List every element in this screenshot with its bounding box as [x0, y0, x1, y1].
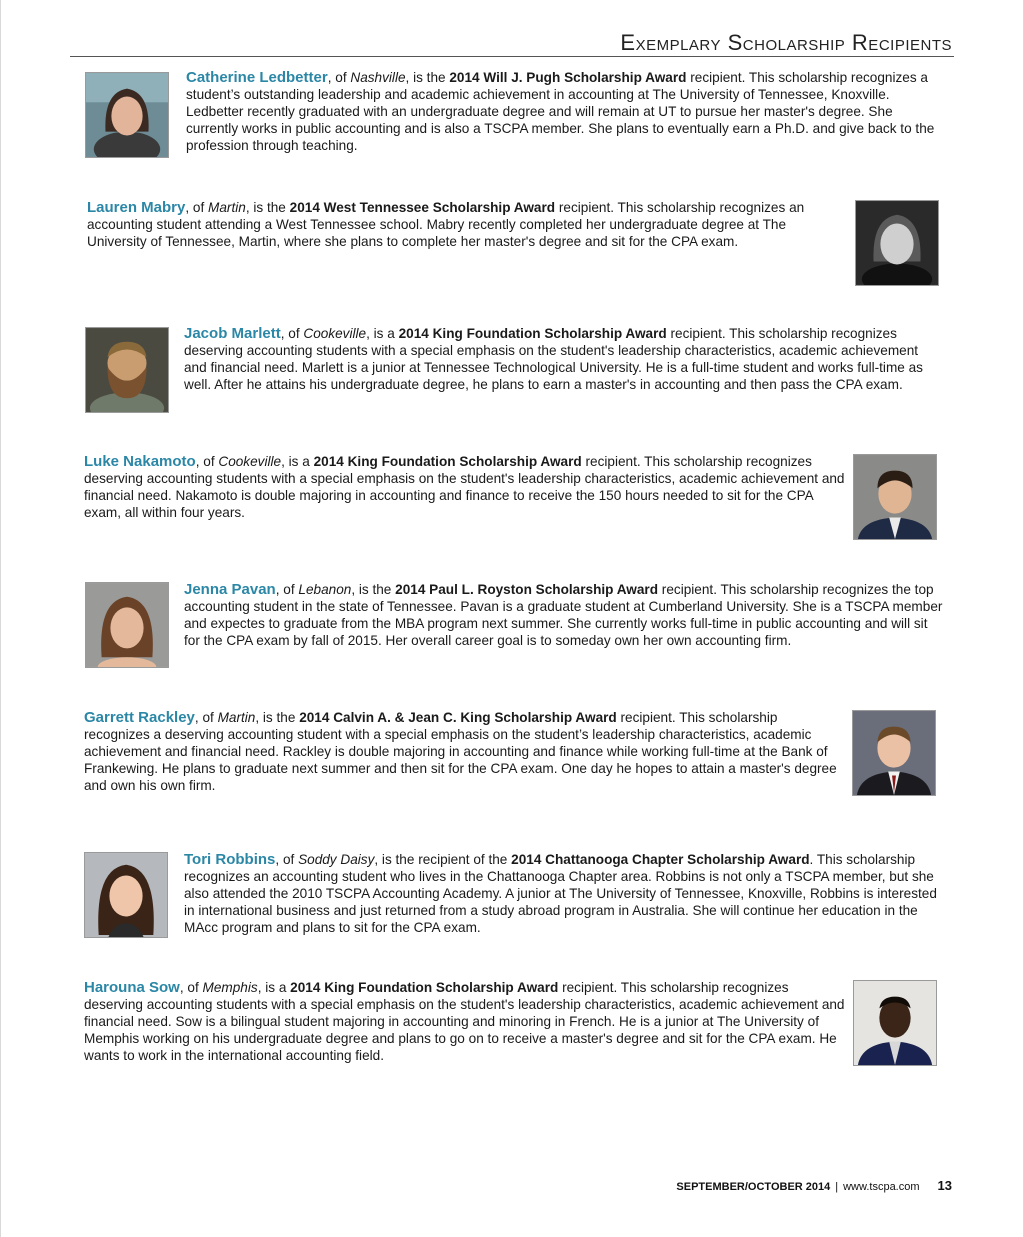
recipient-name: Jenna Pavan	[184, 581, 276, 598]
recipient-entry	[184, 581, 944, 649]
recipient-entry	[186, 69, 946, 154]
connector-text: , of	[275, 582, 299, 597]
header-divider	[70, 56, 954, 57]
recipient-description: recipient. This scholarship recognizes the top accounting student in the state of Tennessee. Pavan is a graduate student at Cumberland University. She is a TSCPA member and expectes to graduate from the MBA program next summer. She currently works full-time in public accounting and will sit for the CPA exam by fall of 2015. Her overall career goal is to someday own her own accounting firm.	[184, 582, 943, 648]
footer-separator: |	[835, 1181, 839, 1193]
recipient-city: Martin	[217, 710, 256, 725]
recipient-entry	[84, 979, 846, 1064]
recipient-description: recipient. This scholarship recognizes deserving accounting students with a special emphasis on the student's leadership characteristics, academic achievement and financial need. Marlett is a junior at Tennessee Technological University. He is a full-time student and works full-time as well. After he attains his undergraduate degree, he plans to earn a master's in accounting and then pass the CPA exam.	[184, 326, 923, 392]
recipient-name: Catherine Ledbetter	[186, 69, 328, 86]
recipient-city: Martin	[208, 200, 246, 215]
connector-text: , is a	[281, 454, 314, 469]
recipient-entry	[184, 851, 944, 936]
recipient-name: Harouna Sow	[84, 979, 180, 996]
connector-text: , of	[179, 980, 203, 995]
award-name: 2014 Will J. Pugh Scholarship Award	[449, 70, 687, 85]
recipient-photo	[855, 200, 939, 286]
recipient-photo	[853, 980, 937, 1066]
recipient-entry	[84, 709, 844, 794]
recipient-description: recipient. This scholarship recognizes a deserving accounting student with a special emphasis on the student’s leadership characteristics, academic achievement and financial need. Rackley is double majoring in accounting and finance while working full-time at the Bank of Frankewing. He plans to graduate next summer and then sit for the CPA exam. One day he hopes to attain a master's degree and own his own firm.	[84, 710, 837, 793]
connector-text: , is the recipient of the	[374, 852, 512, 867]
recipient-name: Lauren Mabry	[87, 199, 186, 216]
recipient-description: . This scholarship recognizes an accounting student who lives in the Chattanooga Chapter area. Robbins is not only a TSCPA member, but she also attended the 2010 TSCPA Accounting Academy. A junior at The University of Tennessee, Knoxville, Robbins is interested in international business and just returned from a study abroad program in Australia. She will continue her education in the MAcc program and plans to sit for the CPA exam.	[184, 852, 937, 935]
recipient-name: Garrett Rackley	[84, 709, 195, 726]
page-number: 13	[937, 1178, 952, 1193]
recipient-entry	[84, 453, 846, 521]
recipient-name: Luke Nakamoto	[84, 453, 196, 470]
issue-date: SEPTEMBER/OCTOBER 2014	[676, 1181, 831, 1193]
recipient-entry	[184, 325, 944, 393]
connector-text: , of	[327, 70, 351, 85]
recipient-photo	[85, 582, 169, 668]
connector-text: , is the	[255, 710, 300, 725]
recipient-description: recipient. This scholarship recognizes deserving accounting students with a special emphasis on the student's leadership characteristics, academic achievement and financial need. Sow is a bilingual student majoring in accounting and minoring in French. He is a junior at The University of Memphis working on his undergraduate degree and plans to go on to receive a master's degree and sit for the CPA exam. He wants to work in the international accounting field.	[84, 980, 845, 1063]
award-name: 2014 King Foundation Scholarship Award	[313, 454, 582, 469]
award-name: 2014 Chattanooga Chapter Scholarship Award	[511, 852, 810, 867]
page-footer	[676, 1178, 952, 1193]
award-name: 2014 West Tennessee Scholarship Award	[289, 200, 556, 215]
connector-text: , is a	[257, 980, 291, 995]
recipient-city: Soddy Daisy	[298, 852, 375, 867]
page-edge	[0, 0, 1, 1237]
connector-text: , of	[280, 326, 304, 341]
award-name: 2014 Paul L. Royston Scholarship Award	[395, 582, 659, 597]
connector-text: , of	[185, 200, 209, 215]
recipient-photo	[84, 852, 168, 938]
page-title: Exemplary Scholarship Recipients	[620, 30, 952, 55]
award-name: 2014 Calvin A. & Jean C. King Scholarship Award	[299, 710, 617, 725]
recipient-city: Lebanon	[298, 582, 352, 597]
recipient-photo	[852, 710, 936, 796]
connector-text: , is the	[405, 70, 450, 85]
connector-text: , is the	[245, 200, 290, 215]
award-name: 2014 King Foundation Scholarship Award	[290, 980, 559, 995]
recipient-city: Memphis	[202, 980, 258, 995]
award-name: 2014 King Foundation Scholarship Award	[398, 326, 667, 341]
connector-text: , of	[194, 710, 218, 725]
recipient-photo	[85, 72, 169, 158]
recipient-city: Cookeville	[218, 454, 282, 469]
website-link[interactable]: www.tscpa.com	[843, 1181, 920, 1193]
recipient-photo	[853, 454, 937, 540]
recipient-city: Nashville	[350, 70, 406, 85]
connector-text: , is the	[351, 582, 396, 597]
recipient-description: recipient. This scholarship recognizes a student’s outstanding leadership and academic achievement in accounting at The University of Tennessee, Knoxville. Ledbetter recently graduated with an undergraduate degree and will remain at UT to pursue her master's degree. She currently works in public accounting and is also a TSCPA member. She plans to eventually earn a Ph.D. and give back to the profession through teaching.	[186, 70, 935, 153]
recipient-name: Tori Robbins	[184, 851, 276, 868]
connector-text: , is a	[366, 326, 399, 341]
recipient-entry	[87, 199, 845, 250]
recipient-photo	[85, 327, 169, 413]
recipient-city: Cookeville	[303, 326, 367, 341]
connector-text: , of	[275, 852, 299, 867]
connector-text: , of	[195, 454, 219, 469]
recipient-description: recipient. This scholarship recognizes an accounting student attending a West Tennessee school. Mabry recently completed her undergraduate degree at The University of Tennessee, Martin, where she plans to complete her master's degree and sit for the CPA exam.	[87, 200, 805, 249]
recipient-name: Jacob Marlett	[184, 325, 281, 342]
recipient-description: recipient. This scholarship recognizes deserving accounting students with a special emphasis on the student's leadership characteristics, academic achievement and financial need. Nakamoto is double majoring in accounting and finance to receive the 150 hours needed to sit for the CPA exam, all within four years.	[84, 454, 845, 520]
